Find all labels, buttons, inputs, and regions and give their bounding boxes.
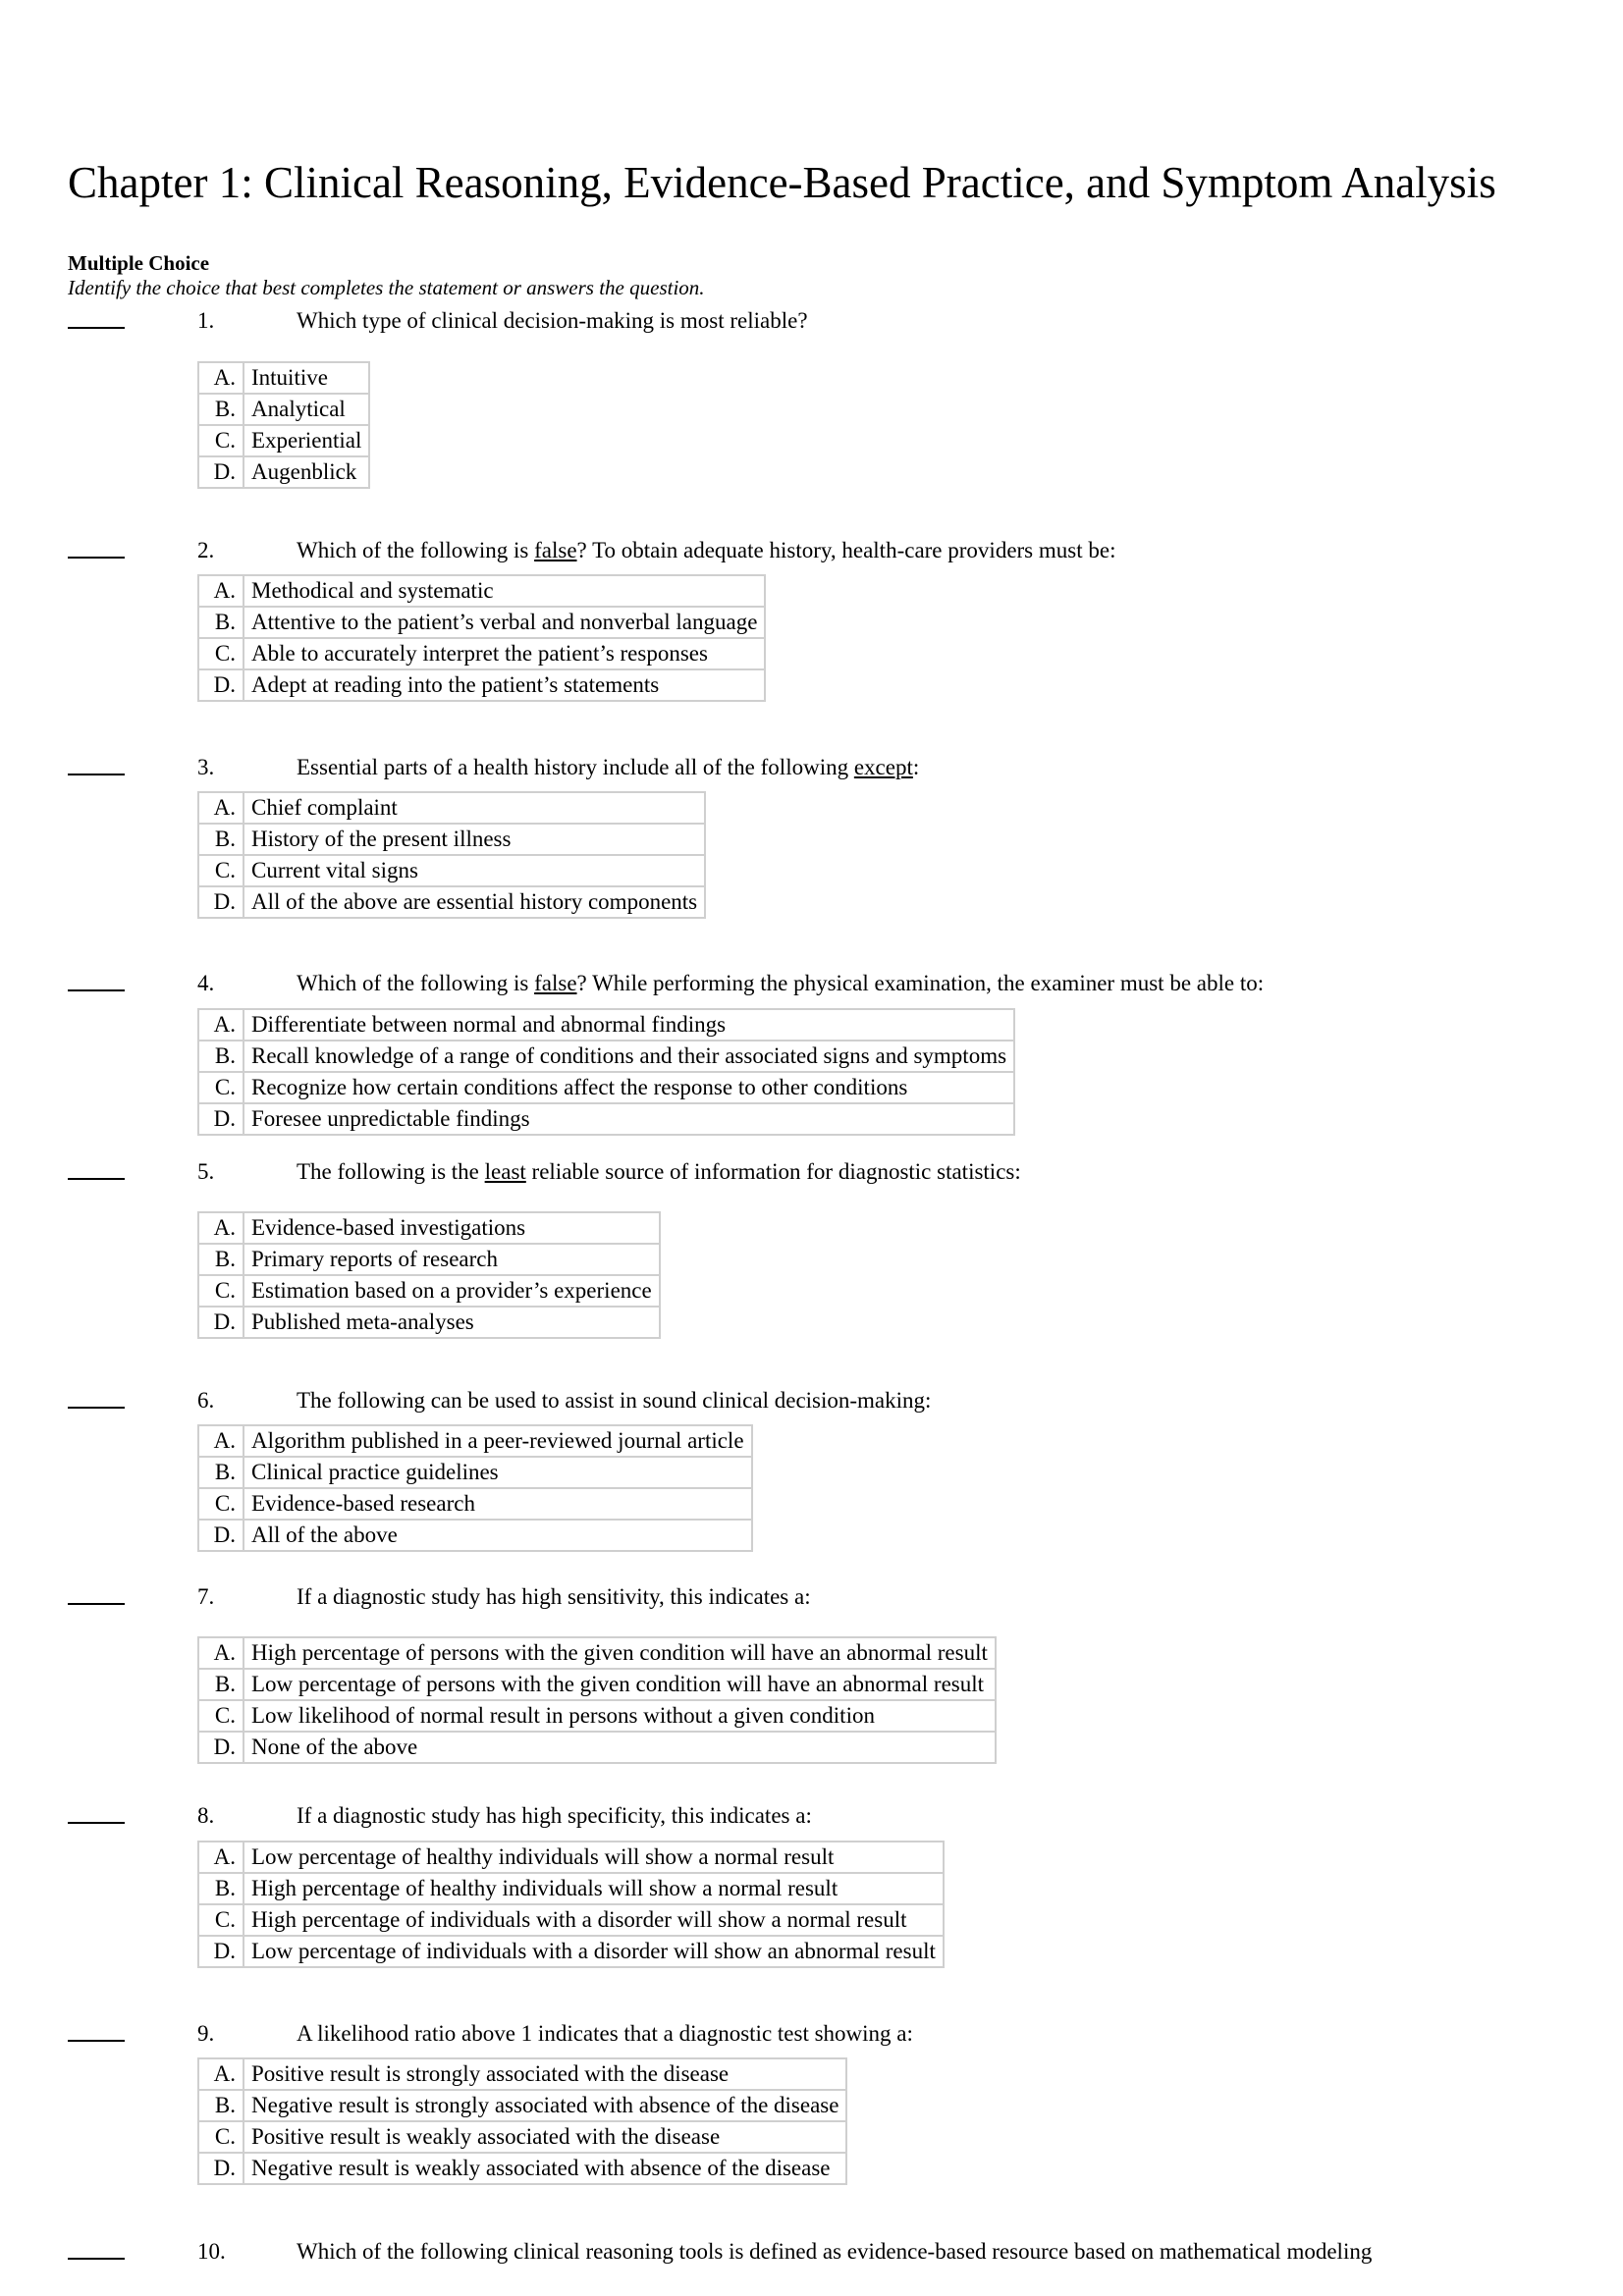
choice-row xyxy=(198,1700,996,1732)
answer-blank xyxy=(68,2040,125,2042)
answer-blank xyxy=(68,1822,125,1824)
answer-blank xyxy=(68,1407,125,1409)
question-text-segment: ? To obtain adequate history, health-care providers must be: xyxy=(576,538,1116,562)
choice-row xyxy=(198,1488,752,1520)
choice-row xyxy=(198,456,369,488)
choice-table xyxy=(197,1636,997,1764)
choice-row xyxy=(198,1041,1014,1072)
question-text xyxy=(297,1158,1021,1186)
question-number: 8. xyxy=(197,1803,215,1828)
choice-text: Evidence-based investigations xyxy=(243,1212,660,1244)
choice-text: Analytical xyxy=(243,394,369,425)
choice-row xyxy=(198,2121,846,2153)
choice-row xyxy=(198,1842,944,1873)
choice-letter: D. xyxy=(198,2153,243,2184)
choice-text: Positive result is weakly associated with the disease xyxy=(243,2121,846,2153)
choice-letter: A. xyxy=(198,362,243,394)
choice-letter: C. xyxy=(198,1275,243,1307)
question-text-segment: If a diagnostic study has high specificity, this indicates a: xyxy=(297,1803,812,1828)
question-number: 9. xyxy=(197,2021,215,2046)
question-text-segment: Which of the following is xyxy=(297,538,535,562)
question-text xyxy=(297,2238,1372,2266)
emphasized-word: false xyxy=(534,971,577,995)
choice-text: Evidence-based research xyxy=(243,1488,752,1520)
choice-text: Positive result is strongly associated with the disease xyxy=(243,2058,846,2090)
choice-letter: A. xyxy=(198,792,243,824)
choice-letter: C. xyxy=(198,425,243,456)
choice-text: Low percentage of persons with the given condition will have an abnormal result xyxy=(243,1669,996,1700)
question-text xyxy=(297,754,919,781)
choice-row xyxy=(198,2153,846,2184)
choice-row xyxy=(198,792,705,824)
choice-letter: B. xyxy=(198,1457,243,1488)
choice-letter: C. xyxy=(198,1904,243,1936)
answer-blank xyxy=(68,2258,125,2260)
choice-text: Adept at reading into the patient’s statements xyxy=(243,669,765,701)
choice-text: Negative result is weakly associated with absence of the disease xyxy=(243,2153,846,2184)
choice-text: Augenblick xyxy=(243,456,369,488)
choice-table xyxy=(197,1424,753,1552)
choice-text: Able to accurately interpret the patient’s responses xyxy=(243,638,765,669)
question-text xyxy=(297,970,1264,997)
choice-letter: D. xyxy=(198,886,243,918)
question-text xyxy=(297,1583,811,1611)
choice-table xyxy=(197,361,370,489)
choice-row xyxy=(198,1520,752,1551)
choice-row xyxy=(198,1637,996,1669)
choice-letter: D. xyxy=(198,669,243,701)
choice-row xyxy=(198,394,369,425)
choice-letter: C. xyxy=(198,1488,243,1520)
choice-letter: B. xyxy=(198,1041,243,1072)
choice-letter: A. xyxy=(198,1212,243,1244)
question-number: 10. xyxy=(197,2239,226,2264)
emphasized-word: least xyxy=(484,1159,526,1184)
choice-letter: B. xyxy=(198,394,243,425)
answer-blank xyxy=(68,557,125,559)
question-number: 4. xyxy=(197,971,215,995)
choice-letter: D. xyxy=(198,1307,243,1338)
question-text xyxy=(297,1802,812,1830)
choice-letter: A. xyxy=(198,1425,243,1457)
choice-row xyxy=(198,669,765,701)
choice-row xyxy=(198,1669,996,1700)
question-number: 5. xyxy=(197,1159,215,1184)
section-instructions: Identify the choice that best completes the statement or answers the question. xyxy=(68,276,705,299)
choice-letter: B. xyxy=(198,824,243,855)
choice-letter: A. xyxy=(198,1009,243,1041)
choice-row xyxy=(198,1009,1014,1041)
choice-letter: D. xyxy=(198,1103,243,1135)
question-text-segment: If a diagnostic study has high sensitivity, this indicates a: xyxy=(297,1584,811,1609)
question-number: 2. xyxy=(197,538,215,562)
choice-letter: D. xyxy=(198,1936,243,1967)
choice-row xyxy=(198,1072,1014,1103)
choice-row xyxy=(198,638,765,669)
choice-row xyxy=(198,425,369,456)
choice-row xyxy=(198,1936,944,1967)
choice-text: Primary reports of research xyxy=(243,1244,660,1275)
section-heading: Multiple Choice xyxy=(68,251,210,275)
choice-row xyxy=(198,607,765,638)
choice-letter: A. xyxy=(198,1842,243,1873)
choice-letter: B. xyxy=(198,1873,243,1904)
choice-text: Estimation based on a provider’s experience xyxy=(243,1275,660,1307)
question-text xyxy=(297,2020,913,2048)
choice-letter: C. xyxy=(198,1700,243,1732)
choice-row xyxy=(198,575,765,607)
choice-text: All of the above xyxy=(243,1520,752,1551)
choice-text: Negative result is strongly associated with absence of the disease xyxy=(243,2090,846,2121)
choice-text: Low percentage of healthy individuals will show a normal result xyxy=(243,1842,944,1873)
question-text-segment: ? While performing the physical examination, the examiner must be able to: xyxy=(576,971,1265,995)
choice-text: Differentiate between normal and abnormal findings xyxy=(243,1009,1014,1041)
question-text-segment: The following can be used to assist in sound clinical decision-making: xyxy=(297,1388,932,1413)
choice-text: Published meta-analyses xyxy=(243,1307,660,1338)
choice-table xyxy=(197,1008,1015,1136)
answer-blank xyxy=(68,989,125,991)
choice-letter: A. xyxy=(198,1637,243,1669)
answer-blank xyxy=(68,327,125,329)
answer-blank xyxy=(68,1603,125,1605)
question-number: 6. xyxy=(197,1388,215,1413)
choice-text: Intuitive xyxy=(243,362,369,394)
choice-letter: B. xyxy=(198,607,243,638)
choice-text: All of the above are essential history components xyxy=(243,886,705,918)
choice-text: Algorithm published in a peer-reviewed journal article xyxy=(243,1425,752,1457)
choice-letter: D. xyxy=(198,1732,243,1763)
choice-row xyxy=(198,1457,752,1488)
choice-text: Low percentage of individuals with a disorder will show an abnormal result xyxy=(243,1936,944,1967)
choice-row xyxy=(198,855,705,886)
question-text xyxy=(297,1387,931,1415)
choice-letter: D. xyxy=(198,1520,243,1551)
question-text-segment: A likelihood ratio above 1 indicates that a diagnostic test showing a: xyxy=(297,2021,913,2046)
choice-row xyxy=(198,886,705,918)
choice-letter: C. xyxy=(198,638,243,669)
choice-text: Current vital signs xyxy=(243,855,705,886)
question-text-segment: reliable source of information for diagnostic statistics: xyxy=(525,1159,1021,1184)
choice-text: Experiential xyxy=(243,425,369,456)
question-number: 1. xyxy=(197,308,215,333)
choice-row xyxy=(198,1425,752,1457)
question-text xyxy=(297,537,1115,564)
choice-row xyxy=(198,2058,846,2090)
choice-letter: D. xyxy=(198,456,243,488)
choice-text: Chief complaint xyxy=(243,792,705,824)
choice-text: None of the above xyxy=(243,1732,996,1763)
choice-text: Recall knowledge of a range of conditions and their associated signs and symptoms xyxy=(243,1041,1014,1072)
question-text-segment: Which of the following clinical reasoning tools is defined as evidence-based resource based on mathematical modeling xyxy=(297,2239,1373,2264)
emphasized-word: false xyxy=(534,538,577,562)
choice-row xyxy=(198,1244,660,1275)
choice-letter: C. xyxy=(198,855,243,886)
choice-letter: B. xyxy=(198,2090,243,2121)
choice-letter: A. xyxy=(198,575,243,607)
choice-row xyxy=(198,1275,660,1307)
choice-table xyxy=(197,791,706,919)
question-number: 7. xyxy=(197,1584,215,1609)
choice-letter: B. xyxy=(198,1244,243,1275)
question-text-segment: Which type of clinical decision-making is most reliable? xyxy=(297,308,808,333)
choice-row xyxy=(198,2090,846,2121)
choice-text: Clinical practice guidelines xyxy=(243,1457,752,1488)
choice-row xyxy=(198,1307,660,1338)
choice-row xyxy=(198,1732,996,1763)
choice-row xyxy=(198,1103,1014,1135)
question-text-segment: The following is the xyxy=(297,1159,485,1184)
question-number: 3. xyxy=(197,755,215,779)
choice-row xyxy=(198,824,705,855)
choice-text: Low likelihood of normal result in persons without a given condition xyxy=(243,1700,996,1732)
choice-letter: C. xyxy=(198,2121,243,2153)
question-text-segment: Which of the following is xyxy=(297,971,535,995)
choice-table xyxy=(197,1211,661,1339)
choice-table xyxy=(197,2057,847,2185)
choice-text: History of the present illness xyxy=(243,824,705,855)
choice-letter: B. xyxy=(198,1669,243,1700)
choice-text: High percentage of healthy individuals will show a normal result xyxy=(243,1873,944,1904)
choice-letter: A. xyxy=(198,2058,243,2090)
choice-text: Recognize how certain conditions affect the response to other conditions xyxy=(243,1072,1014,1103)
choice-row xyxy=(198,1873,944,1904)
choice-letter: C. xyxy=(198,1072,243,1103)
emphasized-word: except xyxy=(853,755,913,779)
choice-text: Methodical and systematic xyxy=(243,575,765,607)
choice-row xyxy=(198,1212,660,1244)
chapter-title: Chapter 1: Clinical Reasoning, Evidence-Based Practice, and Symptom Analysis xyxy=(68,158,1496,207)
choice-text: Foresee unpredictable findings xyxy=(243,1103,1014,1135)
choice-text: High percentage of individuals with a disorder will show a normal result xyxy=(243,1904,944,1936)
question-text-segment: Essential parts of a health history include all of the following xyxy=(297,755,854,779)
choice-text: Attentive to the patient’s verbal and nonverbal language xyxy=(243,607,765,638)
question-text xyxy=(297,307,808,335)
choice-row xyxy=(198,362,369,394)
choice-text: High percentage of persons with the given condition will have an abnormal result xyxy=(243,1637,996,1669)
answer-blank xyxy=(68,1178,125,1180)
choice-row xyxy=(198,1904,944,1936)
question-text-segment: : xyxy=(912,755,920,779)
choice-table xyxy=(197,1841,945,1968)
answer-blank xyxy=(68,774,125,775)
choice-table xyxy=(197,574,766,702)
